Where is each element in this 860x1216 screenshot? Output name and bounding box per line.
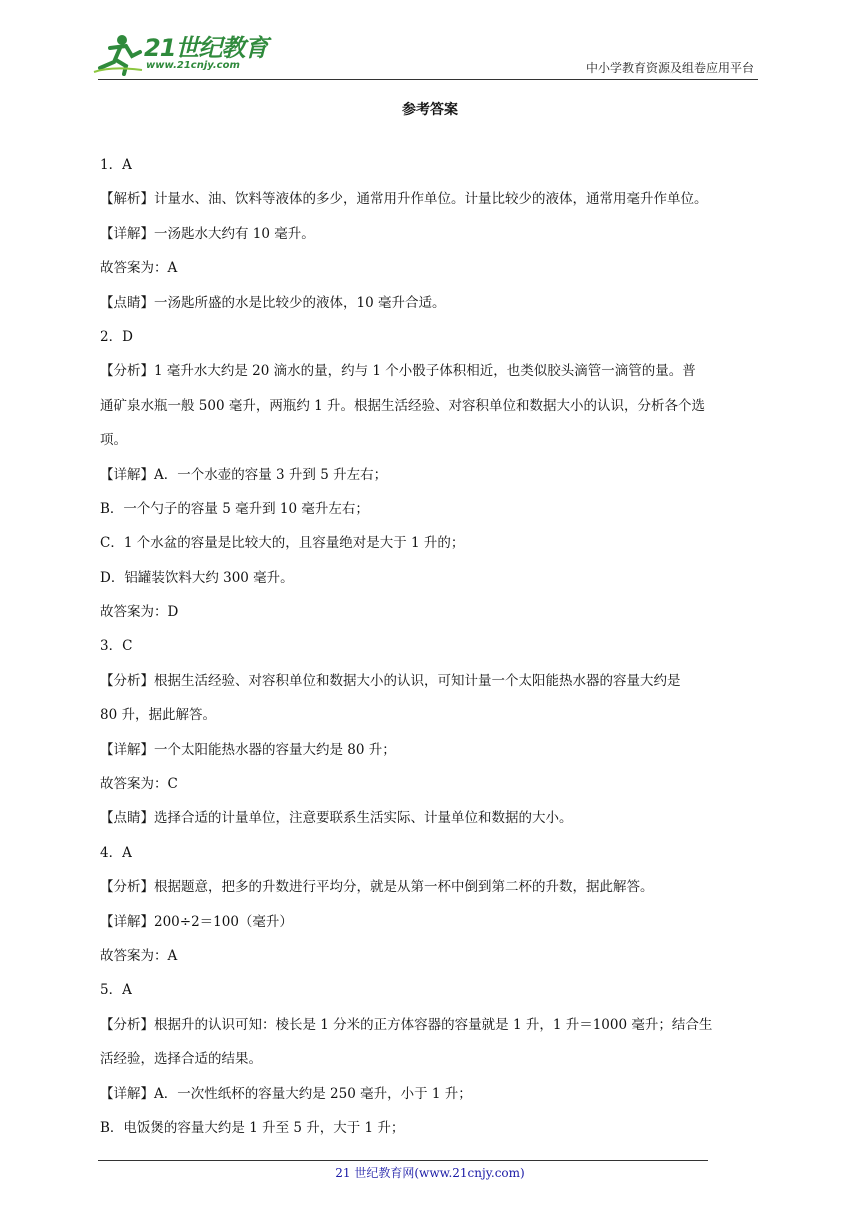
answer-line: 4．A: [100, 844, 132, 861]
answer-line: 【分析】1 毫升水大约是 20 滴水的量，约与 1 个小骰子体积相近，也类似胶头滴管一滴管的量。普: [100, 363, 696, 380]
answer-line: C．1 个水盆的容量是比较大的，且容量绝对是大于 1 升的；: [100, 535, 465, 552]
site-logo[interactable]: [92, 32, 268, 78]
answer-line: 【解析】计量水、油、饮料等液体的多少，通常用升作单位。计量比较少的液体，通常用毫升作单位。: [100, 191, 708, 208]
answer-line: 项。: [100, 432, 127, 449]
page-title: 参考答案: [402, 102, 458, 118]
answer-line: 【详解】一汤匙水大约有 10 毫升。: [100, 225, 315, 242]
footer-divider: [98, 1160, 708, 1161]
answer-line: 【点睛】一汤匙所盛的水是比较少的液体，10 毫升合适。: [100, 294, 446, 311]
answer-line: 【分析】根据题意，把多的升数进行平均分，就是从第一杯中倒到第二杯的升数，据此解答。: [100, 879, 654, 896]
answer-line: 【详解】A．一次性纸杯的容量大约是 250 毫升，小于 1 升；: [100, 1085, 472, 1102]
answer-line: 1．A: [100, 157, 132, 173]
answer-content: [100, 148, 764, 1145]
header-divider: [98, 79, 758, 80]
answer-line: 故答案为：A: [100, 260, 178, 277]
answer-line: 【详解】200÷2＝100（毫升）: [100, 913, 293, 930]
answer-line: 5．A: [100, 982, 132, 999]
logo-title: 21世纪教育: [144, 34, 268, 62]
answer-line: 【分析】根据生活经验、对容积单位和数据大小的认识，可知计量一个太阳能热水器的容量大约是: [100, 672, 681, 689]
page-header: [0, 0, 860, 84]
answer-line: 3．C: [100, 638, 133, 655]
answer-line: B．电饭煲的容量大约是 1 升至 5 升，大于 1 升；: [100, 1119, 405, 1136]
answer-line: 通矿泉水瓶一般 500 毫升，两瓶约 1 升。根据生活经验、对容积单位和数据大小的认识，分析各个选: [100, 397, 706, 414]
logo-url: www.21cnjy.com: [146, 60, 240, 71]
answer-line: 【详解】一个太阳能热水器的容量大约是 80 升；: [100, 741, 396, 758]
footer-link[interactable]: 21 世纪教育网(www.21cnjy.com): [335, 1166, 525, 1180]
answer-line: 故答案为：D: [100, 604, 179, 621]
platform-tagline: 中小学教育资源及组卷应用平台: [585, 61, 754, 75]
answer-line: 【分析】根据升的认识可知：棱长是 1 分米的正方体容器的容量就是 1 升，1 升＝1000 毫升；结合生: [100, 1016, 713, 1033]
answer-line: D．铝罐装饮料大约 300 毫升。: [100, 569, 294, 586]
answer-line: 【详解】A．一个水壶的容量 3 升到 5 升左右；: [100, 466, 388, 483]
answer-line: B．一个勺子的容量 5 毫升到 10 毫升左右；: [100, 500, 369, 517]
answer-line: 故答案为：A: [100, 947, 178, 964]
answer-line: 80 升，据此解答。: [100, 707, 216, 724]
runner-logo-icon: [92, 32, 144, 76]
answer-line: 活经验，选择合适的结果。: [100, 1051, 262, 1068]
answer-line: 故答案为：C: [100, 776, 178, 793]
answer-line: 【点睛】选择合适的计量单位，注意要联系生活实际、计量单位和数据的大小。: [100, 810, 573, 827]
answer-line: 2．D: [100, 328, 133, 345]
